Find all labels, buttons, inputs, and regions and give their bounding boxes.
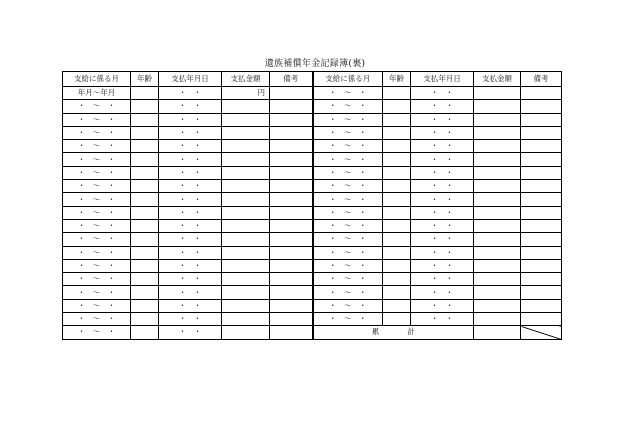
table-row [63, 259, 562, 272]
left-payment-amount-cell[interactable] [222, 193, 270, 206]
right-payment-amount-cell[interactable] [474, 206, 521, 219]
left-payment-amount-cell[interactable] [222, 299, 270, 312]
left-period-cell[interactable]: ・ ～ ・ [63, 180, 131, 193]
pension-ledger-table [62, 71, 562, 340]
right-payment-amount-cell[interactable] [474, 219, 521, 232]
left-age-cell[interactable] [131, 87, 159, 100]
right-remarks-cell[interactable] [521, 153, 562, 166]
table-row [63, 246, 562, 259]
right-period-cell[interactable]: ・ ～ ・ [313, 140, 383, 153]
right-payment-date-cell[interactable]: ・ ・ [411, 87, 474, 100]
right-payment-amount-cell[interactable] [474, 246, 521, 259]
left-period-cell[interactable]: ・ ～ ・ [63, 140, 131, 153]
cumulative-total-remarks-cell [521, 326, 562, 339]
left-age-cell[interactable] [131, 273, 159, 286]
left-remarks-cell[interactable] [270, 180, 313, 193]
right-period-cell[interactable]: ・ ～ ・ [313, 206, 383, 219]
header-left-payment-amount: 支払金額 [222, 72, 270, 87]
right-remarks-cell[interactable] [521, 180, 562, 193]
right-payment-amount-cell[interactable] [474, 233, 521, 246]
left-payment-amount-cell[interactable] [222, 153, 270, 166]
left-age-cell[interactable] [131, 180, 159, 193]
left-payment-date-cell[interactable]: ・ ・ [159, 219, 222, 232]
left-remarks-cell[interactable] [270, 219, 313, 232]
right-period-cell[interactable]: ・ ～ ・ [313, 313, 383, 326]
right-age-cell[interactable] [383, 180, 411, 193]
left-payment-amount-cell[interactable]: 円 [222, 87, 270, 100]
left-remarks-cell[interactable] [270, 259, 313, 272]
right-age-cell[interactable] [383, 246, 411, 259]
page-title: 遺族補償年金記録簿(裏) [264, 59, 366, 69]
right-payment-date-cell[interactable]: ・ ・ [411, 286, 474, 299]
right-remarks-cell[interactable] [521, 246, 562, 259]
left-remarks-cell[interactable] [270, 193, 313, 206]
left-remarks-cell[interactable] [270, 233, 313, 246]
table-row [63, 113, 562, 126]
header-right-period: 支給に係る月 [313, 72, 383, 87]
right-payment-date-cell[interactable]: ・ ・ [411, 193, 474, 206]
header-row [63, 72, 562, 87]
left-payment-amount-cell[interactable] [222, 246, 270, 259]
right-payment-date-cell[interactable]: ・ ・ [411, 299, 474, 312]
left-remarks-cell[interactable] [270, 299, 313, 312]
table-row [63, 87, 562, 100]
left-remarks-cell[interactable] [270, 206, 313, 219]
table-row [63, 126, 562, 139]
left-period-cell[interactable]: ・ ～ ・ [63, 233, 131, 246]
right-payment-date-cell[interactable]: ・ ・ [411, 126, 474, 139]
left-period-cell[interactable]: ・ ～ ・ [63, 286, 131, 299]
left-payment-amount-cell[interactable] [222, 233, 270, 246]
right-payment-amount-cell[interactable] [474, 299, 521, 312]
left-payment-amount-cell[interactable] [222, 259, 270, 272]
left-remarks-cell[interactable] [270, 273, 313, 286]
left-age-cell[interactable] [131, 326, 159, 339]
left-age-cell[interactable] [131, 219, 159, 232]
left-period-cell[interactable]: ・ ～ ・ [63, 206, 131, 219]
right-remarks-cell[interactable] [521, 219, 562, 232]
left-payment-date-cell[interactable]: ・ ・ [159, 299, 222, 312]
left-remarks-cell[interactable] [270, 140, 313, 153]
right-age-cell[interactable] [383, 233, 411, 246]
right-age-cell[interactable] [383, 153, 411, 166]
right-period-cell[interactable]: ・ ～ ・ [313, 286, 383, 299]
left-remarks-cell[interactable] [270, 87, 313, 100]
right-payment-amount-cell[interactable] [474, 113, 521, 126]
left-age-cell[interactable] [131, 126, 159, 139]
right-remarks-cell[interactable] [521, 113, 562, 126]
right-age-cell[interactable] [383, 140, 411, 153]
left-age-cell[interactable] [131, 286, 159, 299]
right-period-cell[interactable]: ・ ～ ・ [313, 113, 383, 126]
right-remarks-cell[interactable] [521, 140, 562, 153]
right-remarks-cell[interactable] [521, 259, 562, 272]
right-remarks-cell[interactable] [521, 313, 562, 326]
right-payment-date-cell[interactable]: ・ ・ [411, 153, 474, 166]
right-age-cell[interactable] [383, 206, 411, 219]
right-period-cell[interactable]: ・ ～ ・ [313, 233, 383, 246]
right-period-cell[interactable]: ・ ～ ・ [313, 100, 383, 113]
right-age-cell[interactable] [383, 313, 411, 326]
left-remarks-cell[interactable] [270, 326, 313, 339]
left-age-cell[interactable] [131, 206, 159, 219]
left-age-cell[interactable] [131, 153, 159, 166]
right-payment-date-cell[interactable]: ・ ・ [411, 219, 474, 232]
table-row [63, 219, 562, 232]
header-left-age: 年齢 [131, 72, 159, 87]
left-payment-date-cell[interactable]: ・ ・ [159, 286, 222, 299]
left-period-cell[interactable]: ・ ～ ・ [63, 313, 131, 326]
right-payment-amount-cell[interactable] [474, 259, 521, 272]
right-age-cell[interactable] [383, 299, 411, 312]
right-payment-amount-cell[interactable] [474, 153, 521, 166]
left-remarks-cell[interactable] [270, 113, 313, 126]
left-payment-amount-cell[interactable] [222, 180, 270, 193]
table-row [63, 153, 562, 166]
left-payment-amount-cell[interactable] [222, 326, 270, 339]
right-payment-date-cell[interactable]: ・ ・ [411, 206, 474, 219]
left-period-cell[interactable]: ・ ～ ・ [63, 246, 131, 259]
right-remarks-cell[interactable] [521, 206, 562, 219]
left-payment-amount-cell[interactable] [222, 166, 270, 179]
right-payment-date-cell[interactable]: ・ ・ [411, 113, 474, 126]
table-row [63, 193, 562, 206]
left-payment-amount-cell[interactable] [222, 206, 270, 219]
left-period-cell[interactable]: ・ ～ ・ [63, 166, 131, 179]
right-age-cell[interactable] [383, 126, 411, 139]
right-remarks-cell[interactable] [521, 166, 562, 179]
table-row [63, 326, 562, 339]
header-right-age: 年齢 [383, 72, 411, 87]
right-age-cell[interactable] [383, 259, 411, 272]
right-period-cell[interactable]: ・ ～ ・ [313, 153, 383, 166]
right-period-cell[interactable]: ・ ～ ・ [313, 299, 383, 312]
right-remarks-cell[interactable] [521, 233, 562, 246]
left-age-cell[interactable] [131, 259, 159, 272]
left-payment-amount-cell[interactable] [222, 113, 270, 126]
left-remarks-cell[interactable] [270, 246, 313, 259]
table-row [63, 299, 562, 312]
header-right-payment-amount: 支払金額 [474, 72, 521, 87]
table-row [63, 100, 562, 113]
table-row [63, 273, 562, 286]
right-payment-amount-cell[interactable] [474, 193, 521, 206]
right-period-cell[interactable]: ・ ～ ・ [313, 259, 383, 272]
right-remarks-cell[interactable] [521, 286, 562, 299]
right-period-cell[interactable]: ・ ～ ・ [313, 273, 383, 286]
right-payment-amount-cell[interactable] [474, 126, 521, 139]
left-payment-amount-cell[interactable] [222, 219, 270, 232]
right-remarks-cell[interactable] [521, 100, 562, 113]
left-age-cell[interactable] [131, 246, 159, 259]
left-payment-date-cell[interactable]: ・ ・ [159, 113, 222, 126]
right-age-cell[interactable] [383, 100, 411, 113]
left-payment-date-cell[interactable]: ・ ・ [159, 140, 222, 153]
left-payment-date-cell[interactable]: ・ ・ [159, 153, 222, 166]
right-payment-amount-cell[interactable] [474, 100, 521, 113]
cumulative-total-label [313, 326, 474, 339]
table-row [63, 166, 562, 179]
right-payment-amount-cell[interactable] [474, 140, 521, 153]
right-remarks-cell[interactable] [521, 126, 562, 139]
left-remarks-cell[interactable] [270, 153, 313, 166]
left-payment-amount-cell[interactable] [222, 126, 270, 139]
right-payment-date-cell[interactable]: ・ ・ [411, 313, 474, 326]
right-payment-amount-cell[interactable] [474, 313, 521, 326]
right-payment-date-cell[interactable]: ・ ・ [411, 140, 474, 153]
right-period-cell[interactable]: ・ ～ ・ [313, 193, 383, 206]
left-age-cell[interactable] [131, 313, 159, 326]
right-remarks-cell[interactable] [521, 193, 562, 206]
left-payment-date-cell[interactable]: ・ ・ [159, 180, 222, 193]
right-remarks-cell[interactable] [521, 87, 562, 100]
right-payment-date-cell[interactable]: ・ ・ [411, 166, 474, 179]
left-payment-date-cell[interactable]: ・ ・ [159, 246, 222, 259]
left-payment-date-cell[interactable]: ・ ・ [159, 326, 222, 339]
header-left-remarks: 備考 [270, 72, 313, 87]
left-payment-date-cell[interactable]: ・ ・ [159, 313, 222, 326]
left-age-cell[interactable] [131, 140, 159, 153]
right-payment-amount-cell[interactable] [474, 286, 521, 299]
left-period-cell[interactable]: 年月～年月 [63, 87, 131, 100]
table-row [63, 140, 562, 153]
left-period-cell[interactable]: ・ ～ ・ [63, 299, 131, 312]
right-payment-date-cell[interactable]: ・ ・ [411, 233, 474, 246]
left-payment-date-cell[interactable]: ・ ・ [159, 193, 222, 206]
right-age-cell[interactable] [383, 166, 411, 179]
right-payment-amount-cell[interactable] [474, 166, 521, 179]
right-period-cell[interactable]: ・ ～ ・ [313, 87, 383, 100]
right-age-cell[interactable] [383, 193, 411, 206]
table-row [63, 233, 562, 246]
right-payment-amount-cell[interactable] [474, 87, 521, 100]
left-payment-amount-cell[interactable] [222, 313, 270, 326]
total-label-char-1: 累 [371, 327, 380, 337]
left-remarks-cell[interactable] [270, 100, 313, 113]
left-payment-amount-cell[interactable] [222, 286, 270, 299]
left-payment-date-cell[interactable]: ・ ・ [159, 273, 222, 286]
right-remarks-cell[interactable] [521, 299, 562, 312]
ledger-body [63, 87, 562, 340]
left-payment-amount-cell[interactable] [222, 100, 270, 113]
right-age-cell[interactable] [383, 113, 411, 126]
left-remarks-cell[interactable] [270, 166, 313, 179]
left-age-cell[interactable] [131, 100, 159, 113]
left-age-cell[interactable] [131, 233, 159, 246]
left-payment-amount-cell[interactable] [222, 140, 270, 153]
left-period-cell[interactable]: ・ ～ ・ [63, 273, 131, 286]
left-payment-date-cell[interactable]: ・ ・ [159, 206, 222, 219]
right-period-cell[interactable]: ・ ～ ・ [313, 219, 383, 232]
left-remarks-cell[interactable] [270, 313, 313, 326]
right-period-cell[interactable]: ・ ～ ・ [313, 246, 383, 259]
left-payment-date-cell[interactable]: ・ ・ [159, 126, 222, 139]
left-period-cell[interactable]: ・ ～ ・ [63, 100, 131, 113]
table-row [63, 313, 562, 326]
right-payment-date-cell[interactable]: ・ ・ [411, 273, 474, 286]
right-age-cell[interactable] [383, 219, 411, 232]
left-age-cell[interactable] [131, 299, 159, 312]
header-left-period: 支給に係る月 [63, 72, 131, 87]
cumulative-total-amount-cell[interactable] [474, 326, 521, 339]
left-remarks-cell[interactable] [270, 286, 313, 299]
right-age-cell[interactable] [383, 87, 411, 100]
right-period-cell[interactable]: ・ ～ ・ [313, 166, 383, 179]
header-right-payment-date: 支払年月日 [411, 72, 474, 87]
left-period-cell[interactable]: ・ ～ ・ [63, 326, 131, 339]
right-remarks-cell[interactable] [521, 273, 562, 286]
right-payment-date-cell[interactable]: ・ ・ [411, 180, 474, 193]
left-period-cell[interactable]: ・ ～ ・ [63, 153, 131, 166]
left-payment-date-cell[interactable]: ・ ・ [159, 100, 222, 113]
right-period-cell[interactable]: ・ ～ ・ [313, 126, 383, 139]
left-age-cell[interactable] [131, 113, 159, 126]
right-age-cell[interactable] [383, 286, 411, 299]
left-payment-date-cell[interactable]: ・ ・ [159, 233, 222, 246]
left-period-cell[interactable]: ・ ～ ・ [63, 126, 131, 139]
right-payment-date-cell[interactable]: ・ ・ [411, 100, 474, 113]
left-payment-date-cell[interactable]: ・ ・ [159, 166, 222, 179]
right-payment-date-cell[interactable]: ・ ・ [411, 259, 474, 272]
left-period-cell[interactable]: ・ ～ ・ [63, 219, 131, 232]
right-payment-date-cell[interactable]: ・ ・ [411, 246, 474, 259]
table-row [63, 206, 562, 219]
right-payment-amount-cell[interactable] [474, 273, 521, 286]
left-payment-amount-cell[interactable] [222, 273, 270, 286]
left-age-cell[interactable] [131, 166, 159, 179]
right-age-cell[interactable] [383, 273, 411, 286]
left-period-cell[interactable]: ・ ～ ・ [63, 113, 131, 126]
left-age-cell[interactable] [131, 193, 159, 206]
header-left-payment-date: 支払年月日 [159, 72, 222, 87]
left-remarks-cell[interactable] [270, 126, 313, 139]
left-payment-date-cell[interactable]: ・ ・ [159, 87, 222, 100]
table-row [63, 286, 562, 299]
left-payment-date-cell[interactable]: ・ ・ [159, 259, 222, 272]
left-period-cell[interactable]: ・ ～ ・ [63, 193, 131, 206]
total-label-char-2: 計 [407, 327, 415, 337]
right-payment-amount-cell[interactable] [474, 180, 521, 193]
right-period-cell[interactable]: ・ ～ ・ [313, 180, 383, 193]
header-right-remarks: 備考 [521, 72, 562, 87]
table-row [63, 180, 562, 193]
left-period-cell[interactable]: ・ ～ ・ [63, 259, 131, 272]
